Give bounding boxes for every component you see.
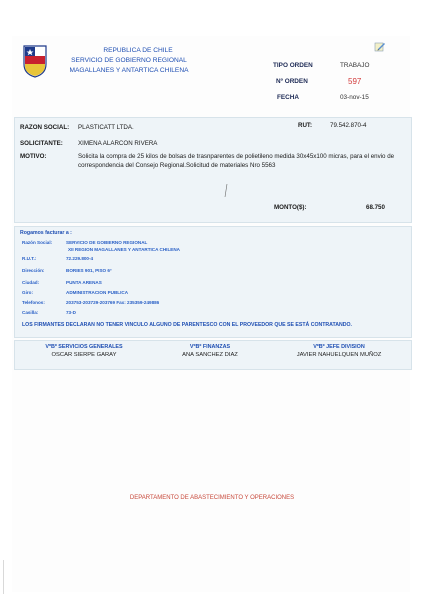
rut-value: 79.542.870-4 xyxy=(330,122,367,129)
billing-telefonos-label: Telefonos: xyxy=(22,300,45,305)
signature-name: ANA SANCHEZ DIAZ xyxy=(182,352,238,358)
signature-finanzas xyxy=(150,344,270,358)
org-line-3: MAGALLANES Y ANTARTICA CHILENA xyxy=(69,67,189,74)
billing-direccion-value: BORIES 901, PISO 6° xyxy=(66,268,112,273)
billing-razon-line2: XII REGION MAGALLANES Y ANTARTICA CHILENA xyxy=(68,247,180,252)
billing-razon-line1: SERVICIO DE GOBIERNO REGIONAL xyxy=(66,240,148,245)
billing-giro-value: ADMINISTRACION PUBLICA xyxy=(66,290,129,295)
motivo-value: Solicita la compra de 25 kilos de bolsas de trasnparentes de polietileno medida 30x45x100 micras, para el envio de correspondencia del Consejo Regional.Solicitud de materiales Nro 5563 xyxy=(78,153,395,169)
billing-rut-value: 72.229.800-4 xyxy=(66,256,94,261)
billing-ciudad-value: PUNTA ARENAS xyxy=(66,280,102,285)
razon-social-label: RAZON SOCIAL: xyxy=(20,124,70,131)
billing-casilla-label: Casilla: xyxy=(22,310,39,315)
motivo-label: MOTIVO: xyxy=(20,153,47,160)
footer-department: DEPARTAMENTO DE ABASTECIMIENTO Y OPERACIONES xyxy=(129,495,295,501)
solicitante-value: XIMENA ALARCON RIVERA xyxy=(78,140,158,147)
billing-casilla-value: 73-D xyxy=(66,310,76,315)
org-line-2: SERVICIO DE GOBIERNO REGIONAL xyxy=(71,57,187,64)
binding-edge xyxy=(3,560,4,594)
signature-servicios-generales xyxy=(24,344,144,358)
billing-razon-label: Razón Social: xyxy=(22,240,53,245)
signature-title: VºBº FINANZAS xyxy=(189,344,231,350)
numero-orden-value: 597 xyxy=(348,77,362,86)
fecha-value: 03-nov-15 xyxy=(340,94,369,101)
razon-social-value: PLASTICATT LTDA. xyxy=(78,124,134,131)
signature-title: VºBº JEFE DIVISION xyxy=(313,344,365,350)
tipo-orden-value: TRABAJO xyxy=(340,62,370,69)
billing-direccion-label: Dirección: xyxy=(22,268,45,273)
rut-label: RUT: xyxy=(298,122,313,129)
signature-title: VºBº SERVICIOS GENERALES xyxy=(45,344,123,350)
monto-value: 68.750 xyxy=(366,204,385,211)
billing-giro-label: Giro: xyxy=(22,290,33,295)
stray-mark xyxy=(224,184,228,198)
edit-icon xyxy=(374,40,386,52)
solicitante-label: SOLICITANTE: xyxy=(20,140,63,147)
billing-rut-label: R.U.T.: xyxy=(22,256,37,261)
signature-name: OSCAR SIERPE GARAY xyxy=(51,352,117,358)
signature-name: JAVIER NAHUELQUEN MUÑOZ xyxy=(296,352,382,358)
tipo-orden-label: TIPO ORDEN xyxy=(273,62,313,69)
disclaimer-text: LOS FIRMANTES DECLARAN NO TENER VINCULO ALGUNO DE PARENTESCO CON EL PROVEEDOR QUE SE ESTÁ CONTRATANDO. xyxy=(22,322,352,328)
billing-telefonos-value: 203753-203729-203769 Fax: 235359-249886 xyxy=(66,300,160,305)
billing-ciudad-label: Ciudad: xyxy=(22,280,40,285)
billing-title: Rogamos facturar a : xyxy=(20,230,72,236)
gobierno-regional-logo xyxy=(22,44,48,78)
signature-jefe-division xyxy=(276,344,402,358)
org-line-1: REPUBLICA DE CHILE xyxy=(103,47,173,54)
fecha-label: FECHA xyxy=(277,94,300,101)
numero-orden-label: Nº ORDEN xyxy=(276,78,308,85)
monto-label: MONTO($): xyxy=(274,204,307,211)
